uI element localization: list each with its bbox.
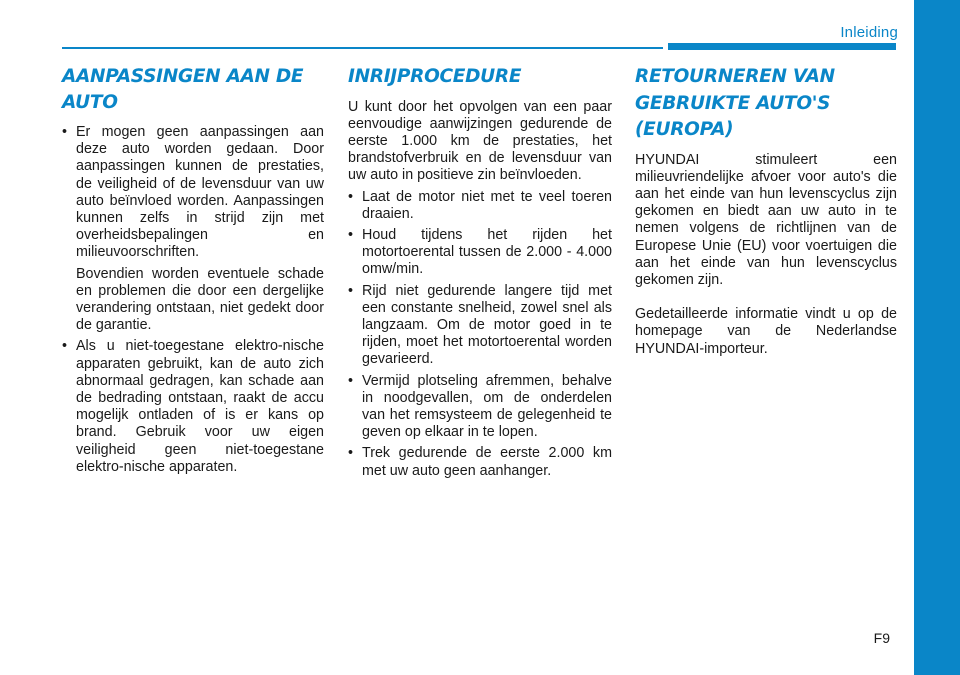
heading-modifications: AANPASSINGEN AAN DE AUTO (62, 66, 304, 113)
break-in-list (348, 189, 612, 480)
bullet: • (348, 188, 354, 205)
bullet: • (62, 124, 68, 140)
list-item (62, 338, 324, 476)
list-item-text: Vermijd plotseling afremmen, behalve in noodgevallen, om de onderdelen van het remsysteem de gelegenheid te geven op elkaar in te lopen. (362, 372, 612, 441)
column-modifications (62, 64, 324, 480)
vehicle-return-paragraph: HYUNDAI stimuleert een milieuvriendelijke afvoer voor auto's die aan het einde van hun levenscyclus zijn gekomen en biedt aan uw auto in te nemen volgens de richtlijnen van de Europese Unie (EU) voor voertuigen die aan het einde van hun levenscyclus gekomen zijn. (635, 151, 897, 288)
column-vehicle-return (635, 64, 897, 362)
list-item-text: Rijd niet gedurende langere tijd met een constante snelheid, zowel snel als langzaam. Om de motor goed in te rijden, moet het motortoerental worden gevarieerd. (362, 282, 612, 368)
modifications-list-2 (62, 338, 324, 476)
column-break-in (348, 64, 612, 484)
page-number: F9 (873, 630, 890, 646)
break-in-intro: U kunt door het opvolgen van een paar eenvoudige aanwijzingen gedurende de eerste 1.000 km de prestaties, het brandstofverbruik en de levensduur van uw auto in positieve zin beïnvloeden. (348, 98, 612, 184)
heading-break-in: INRIJPROCEDURE (348, 66, 522, 87)
header-rule-accent (668, 43, 896, 50)
list-item-text: Er mogen geen aanpassingen aan deze auto worden gedaan. Door aanpassingen kunnen de prestaties, de veiligheid of de levensduur van uw auto beïnvloed worden. Aanpassingen kunnen zelfs in strijd zijn met overheidsbepalingen en milieuvoorschriften. (76, 124, 324, 261)
side-color-tab (914, 0, 960, 675)
section-label: Inleiding (840, 24, 898, 41)
list-item-text: Trek gedurende de eerste 2.000 km met uw auto geen aanhanger. (362, 445, 612, 479)
bullet: • (62, 338, 68, 355)
list-item-text: Als u niet-toegestane elektro-nische apparaten gebruikt, kan de auto zich abnormaal gedragen, kan schade aan de bedrading ontstaan, raakt de accu mogelijk ontladen of is er kans op brand. Gebruik voor uw eigen veiligheid geen niet-toegestane elektro-nische apparaten. (76, 338, 324, 475)
bullet: • (348, 226, 354, 243)
list-item-text: Houd tijdens het rijden het motortoerental tussen de 2.000 - 4.000 omw/min. (362, 226, 612, 278)
list-item (348, 373, 612, 442)
list-item (348, 283, 612, 369)
bullet: • (348, 282, 354, 299)
list-item (62, 124, 324, 262)
list-item-text: Laat de motor niet met te veel toeren draaien. (362, 188, 612, 222)
modifications-list (62, 124, 324, 262)
vehicle-return-info: Gedetailleerde informatie vindt u op de homepage van de Nederlandse HYUNDAI-importeur. (635, 306, 897, 357)
bullet: • (348, 445, 354, 462)
list-item (348, 227, 612, 279)
bullet: • (348, 372, 354, 389)
list-item (348, 189, 612, 223)
list-item (348, 445, 612, 479)
heading-vehicle-return: RETOURNEREN VAN GEBRUIKTE AUTO'S (EUROPA) (635, 66, 835, 140)
warranty-note: Bovendien worden eventuele schade en problemen die door een dergelijke verandering ontstaan, niet gedekt door de garantie. (76, 265, 324, 334)
header-rule (62, 47, 663, 49)
